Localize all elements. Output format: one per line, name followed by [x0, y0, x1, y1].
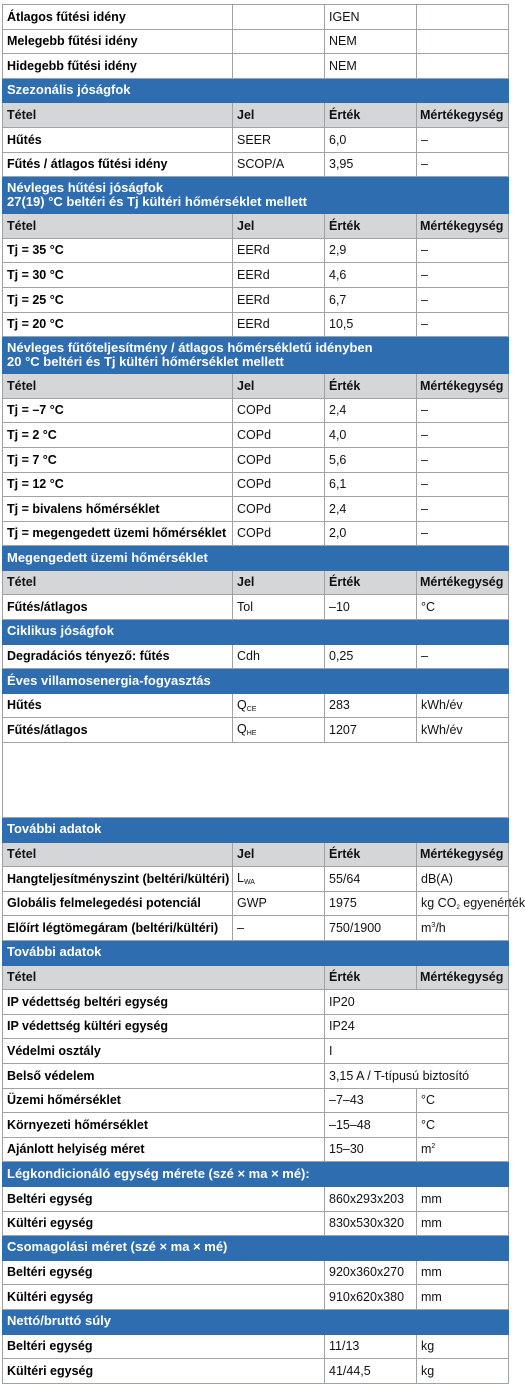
- section-header: [3, 941, 509, 966]
- section-title-heating: [3, 337, 509, 374]
- item-cell: Tj = –7 °C: [3, 398, 233, 423]
- symbol-subscript: HE: [246, 730, 257, 738]
- section-header: [3, 1309, 509, 1334]
- column-header-item: Tétel: [3, 570, 233, 595]
- section-header: [3, 669, 509, 694]
- value-cell: 11/13: [325, 1334, 417, 1359]
- section-title-line2: 20 °C beltéri és Tj kültéri hőmérséklet mellett: [7, 354, 284, 370]
- unit-cell: –: [417, 287, 509, 312]
- table-row: [3, 238, 509, 263]
- section-title-line1: Névleges fűtőteljesítmény / átlagos hőmérsékletű idényben: [7, 340, 373, 356]
- unit-cell: –: [417, 263, 509, 288]
- unit-cell: dB(A): [417, 867, 509, 892]
- item-cell: Globális felmelegedési potenciál: [3, 891, 233, 916]
- value-cell: 41/44,5: [325, 1359, 417, 1384]
- table-row: [3, 54, 509, 79]
- section-title-seasonal: Szezonális jóságfok: [3, 78, 509, 103]
- table-row: [3, 595, 509, 620]
- section-title-operating-temp: Megengedett üzemi hőmérséklet: [3, 546, 509, 571]
- value-cell: 55/64: [325, 867, 417, 892]
- table-row: [3, 447, 509, 472]
- table-row: [3, 1334, 509, 1359]
- value-cell: IP24: [325, 1014, 509, 1039]
- unit-cell: °C: [417, 1088, 509, 1113]
- item-cell: Ajánlott helyiség méret: [3, 1137, 325, 1162]
- table-row: [3, 497, 509, 522]
- column-header-row: [3, 214, 509, 239]
- value-cell: 3,95: [325, 152, 417, 177]
- column-header-symbol: Jel: [233, 842, 325, 867]
- column-header-unit: Mértékegység: [417, 842, 509, 867]
- section-header: [3, 1236, 509, 1261]
- column-header-symbol: Jel: [233, 374, 325, 399]
- item-cell: Előírt légtömegáram (beltéri/kültéri): [3, 916, 233, 941]
- symbol-cell: [233, 5, 325, 30]
- symbol-main: L: [237, 870, 244, 885]
- value-cell: 4,0: [325, 423, 417, 448]
- symbol-cell: COPd: [233, 398, 325, 423]
- item-cell: Üzemi hőmérséklet: [3, 1088, 325, 1113]
- symbol-cell: [233, 54, 325, 79]
- section-title-line2: 27(19) °C beltéri és Tj kültéri hőmérséklet mellett: [7, 194, 307, 210]
- unit-cell: [417, 891, 525, 916]
- value-cell: 910x620x380: [325, 1285, 417, 1310]
- item-cell: Kültéri egység: [3, 1359, 325, 1384]
- column-header-row: [3, 842, 509, 867]
- symbol-subscript: CE: [246, 705, 257, 713]
- table-row: [3, 127, 509, 152]
- column-header-unit: Mértékegység: [417, 374, 509, 399]
- value-cell: NEM: [325, 54, 417, 79]
- column-header-unit: Mértékegység: [417, 570, 509, 595]
- table-row: [3, 423, 509, 448]
- value-cell: 750/1900: [325, 916, 417, 941]
- section-header: [3, 818, 509, 843]
- value-cell: NEM: [325, 29, 417, 54]
- table-row: [3, 5, 509, 30]
- unit-cell: [417, 29, 509, 54]
- value-cell: 1975: [325, 891, 417, 916]
- table-row: [3, 398, 509, 423]
- column-header-item: Tétel: [3, 103, 233, 128]
- symbol-cell: [233, 693, 325, 718]
- table-row: [3, 644, 509, 669]
- table-row: [3, 1186, 509, 1211]
- value-cell: 2,4: [325, 497, 417, 522]
- blank-cell: [3, 743, 509, 818]
- table-row: [3, 867, 509, 892]
- section-title-package-size: Csomagolási méret (szé × ma × mé): [3, 1236, 509, 1261]
- unit-cell: mm: [417, 1211, 509, 1236]
- section-title-more-data-2: További adatok: [3, 941, 509, 966]
- table-row: [3, 693, 509, 718]
- column-header-unit: Mértékegység: [417, 103, 509, 128]
- table-row: [3, 287, 509, 312]
- value-cell: 830x530x320: [325, 1211, 417, 1236]
- column-header-value: Érték: [325, 965, 417, 990]
- value-cell: IP20: [325, 990, 509, 1015]
- table-row: [3, 152, 509, 177]
- section-header: [3, 337, 509, 374]
- table-row: [3, 891, 509, 916]
- section-header: [3, 1162, 509, 1187]
- item-cell: IP védettség beltéri egység: [3, 990, 325, 1015]
- column-header-item: Tétel: [3, 842, 233, 867]
- unit-cell: mm: [417, 1260, 509, 1285]
- value-cell: 920x360x270: [325, 1260, 417, 1285]
- table-row: [3, 916, 509, 941]
- item-cell: Tj = 2 °C: [3, 423, 233, 448]
- column-header-value: Érték: [325, 374, 417, 399]
- section-title-more-data: További adatok: [3, 818, 509, 843]
- column-header-item: Tétel: [3, 965, 325, 990]
- specification-table: [2, 4, 525, 1384]
- symbol-cell: EERd: [233, 263, 325, 288]
- symbol-cell: COPd: [233, 472, 325, 497]
- value-cell: –15–48: [325, 1113, 417, 1138]
- section-header: [3, 620, 509, 645]
- item-cell: Fűtés / átlagos fűtési idény: [3, 152, 233, 177]
- item-cell: Beltéri egység: [3, 1260, 325, 1285]
- column-header-row: [3, 103, 509, 128]
- table-row: [3, 472, 509, 497]
- item-cell: Belső védelem: [3, 1063, 325, 1088]
- value-cell: 6,1: [325, 472, 417, 497]
- item-cell: Környezeti hőmérséklet: [3, 1113, 325, 1138]
- symbol-cell: COPd: [233, 447, 325, 472]
- item-cell: Tj = 25 °C: [3, 287, 233, 312]
- item-cell: Fűtés/átlagos: [3, 718, 233, 743]
- value-cell: 6,0: [325, 127, 417, 152]
- value-cell: IGEN: [325, 5, 417, 30]
- table-row: [3, 1359, 509, 1384]
- value-cell: 6,7: [325, 287, 417, 312]
- value-cell: –7–43: [325, 1088, 417, 1113]
- unit-cell: –: [417, 398, 509, 423]
- item-cell: Beltéri egység: [3, 1186, 325, 1211]
- column-header-row: [3, 374, 509, 399]
- table-row: [3, 1211, 509, 1236]
- item-cell: IP védettség kültéri egység: [3, 1014, 325, 1039]
- column-header-row: [3, 965, 509, 990]
- column-header-symbol: Jel: [233, 103, 325, 128]
- unit-cell: –: [417, 127, 509, 152]
- unit-cell: –: [417, 238, 509, 263]
- table-row: [3, 1260, 509, 1285]
- table-row: [3, 29, 509, 54]
- value-cell: I: [325, 1039, 509, 1064]
- unit-cell: kWh/év: [417, 718, 509, 743]
- section-title-line1: Névleges hűtési jóságfok: [7, 180, 164, 196]
- value-cell: –10: [325, 595, 417, 620]
- unit-cell: –: [417, 152, 509, 177]
- value-cell: 15–30: [325, 1137, 417, 1162]
- column-header-item: Tétel: [3, 214, 233, 239]
- symbol-cell: GWP: [233, 891, 325, 916]
- table-row: [3, 1137, 509, 1162]
- section-header: [3, 78, 509, 103]
- unit-suffix: /h: [435, 921, 446, 936]
- unit-suffix: egyenérték: [459, 895, 525, 910]
- unit-cell: °C: [417, 1113, 509, 1138]
- item-cell: Hangteljesítményszint (beltéri/kültéri): [3, 867, 233, 892]
- symbol-cell: Tol: [233, 595, 325, 620]
- item-cell: Tj = 30 °C: [3, 263, 233, 288]
- value-cell: 860x293x203: [325, 1186, 417, 1211]
- item-cell: Degradációs tényező: fűtés: [3, 644, 233, 669]
- column-header-value: Érték: [325, 103, 417, 128]
- table-row: [3, 1039, 509, 1064]
- unit-cell: kg: [417, 1359, 509, 1384]
- table-row: [3, 1014, 509, 1039]
- table-row: [3, 263, 509, 288]
- unit-cell: mm: [417, 1285, 509, 1310]
- unit-cell: –: [417, 521, 509, 546]
- unit-cell: –: [417, 312, 509, 337]
- unit-cell: –: [417, 447, 509, 472]
- column-header-value: Érték: [325, 214, 417, 239]
- column-header-unit: Mértékegység: [417, 965, 509, 990]
- value-cell: 0,25: [325, 644, 417, 669]
- symbol-cell: COPd: [233, 497, 325, 522]
- table-row: [3, 521, 509, 546]
- item-cell: Hűtés: [3, 127, 233, 152]
- unit-cell: kg: [417, 1334, 509, 1359]
- symbol-cell: EERd: [233, 312, 325, 337]
- unit-main: kg CO: [421, 895, 457, 910]
- value-cell: 10,5: [325, 312, 417, 337]
- blank-spacer-row: [3, 743, 509, 818]
- symbol-cell: [233, 867, 325, 892]
- symbol-cell: [233, 29, 325, 54]
- section-title-unit-size: Légkondicionáló egység mérete (szé × ma × mé):: [3, 1162, 509, 1187]
- column-header-unit: Mértékegység: [417, 214, 509, 239]
- item-cell: Átlagos fűtési idény: [3, 5, 233, 30]
- unit-cell: mm: [417, 1186, 509, 1211]
- symbol-cell: Cdh: [233, 644, 325, 669]
- column-header-item: Tétel: [3, 374, 233, 399]
- symbol-subscript: WA: [243, 878, 255, 886]
- unit-cell: –: [417, 644, 509, 669]
- value-cell: 4,6: [325, 263, 417, 288]
- table-row: [3, 312, 509, 337]
- symbol-cell: EERd: [233, 287, 325, 312]
- item-cell: Kültéri egység: [3, 1285, 325, 1310]
- symbol-main: Q: [237, 697, 247, 712]
- unit-main: m: [421, 1142, 432, 1157]
- column-header-symbol: Jel: [233, 570, 325, 595]
- column-header-symbol: Jel: [233, 214, 325, 239]
- section-title-cyclic: Ciklikus jóságfok: [3, 620, 509, 645]
- value-cell: 3,15 A / T-típusú biztosító: [325, 1063, 509, 1088]
- section-header: [3, 546, 509, 571]
- item-cell: Védelmi osztály: [3, 1039, 325, 1064]
- value-cell: 2,0: [325, 521, 417, 546]
- item-cell: Hűtés: [3, 693, 233, 718]
- symbol-cell: [233, 718, 325, 743]
- item-cell: Tj = 12 °C: [3, 472, 233, 497]
- section-header: [3, 177, 509, 214]
- column-header-value: Érték: [325, 570, 417, 595]
- item-cell: Tj = 7 °C: [3, 447, 233, 472]
- value-cell: 2,9: [325, 238, 417, 263]
- section-title-annual-consumption: Éves villamosenergia-fogyasztás: [3, 669, 509, 694]
- table-row: [3, 1285, 509, 1310]
- item-cell: Hidegebb fűtési idény: [3, 54, 233, 79]
- symbol-cell: COPd: [233, 521, 325, 546]
- section-title-weight: Nettó/bruttó súly: [3, 1309, 509, 1334]
- item-cell: Melegebb fűtési idény: [3, 29, 233, 54]
- item-cell: Beltéri egység: [3, 1334, 325, 1359]
- unit-cell: [417, 916, 509, 941]
- table-row: [3, 1113, 509, 1138]
- unit-cell: [417, 54, 509, 79]
- column-header-row: [3, 570, 509, 595]
- item-cell: Tj = 20 °C: [3, 312, 233, 337]
- unit-cell: [417, 1137, 509, 1162]
- value-cell: 283: [325, 693, 417, 718]
- unit-cell: –: [417, 497, 509, 522]
- symbol-cell: –: [233, 916, 325, 941]
- unit-main: m: [421, 921, 432, 936]
- item-cell: Tj = 35 °C: [3, 238, 233, 263]
- item-cell: Kültéri egység: [3, 1211, 325, 1236]
- unit-subscript: 2: [456, 904, 460, 911]
- unit-superscript: 3: [431, 922, 436, 930]
- symbol-cell: SEER: [233, 127, 325, 152]
- unit-cell: –: [417, 423, 509, 448]
- table-row: [3, 718, 509, 743]
- item-cell: Tj = bivalens hőmérséklet: [3, 497, 233, 522]
- section-title-cooling: [3, 177, 509, 214]
- item-cell: Fűtés/átlagos: [3, 595, 233, 620]
- unit-cell: °C: [417, 595, 509, 620]
- symbol-cell: EERd: [233, 238, 325, 263]
- symbol-cell: SCOP/A: [233, 152, 325, 177]
- value-cell: 5,6: [325, 447, 417, 472]
- unit-cell: [417, 5, 509, 30]
- value-cell: 1207: [325, 718, 417, 743]
- item-cell: Tj = megengedett üzemi hőmérséklet: [3, 521, 233, 546]
- table-row: [3, 1063, 509, 1088]
- unit-superscript: 2: [431, 1143, 436, 1151]
- table-row: [3, 1088, 509, 1113]
- unit-cell: –: [417, 472, 509, 497]
- column-header-value: Érték: [325, 842, 417, 867]
- unit-cell: kWh/év: [417, 693, 509, 718]
- symbol-cell: COPd: [233, 423, 325, 448]
- symbol-main: Q: [237, 722, 247, 737]
- table-row: [3, 990, 509, 1015]
- value-cell: 2,4: [325, 398, 417, 423]
